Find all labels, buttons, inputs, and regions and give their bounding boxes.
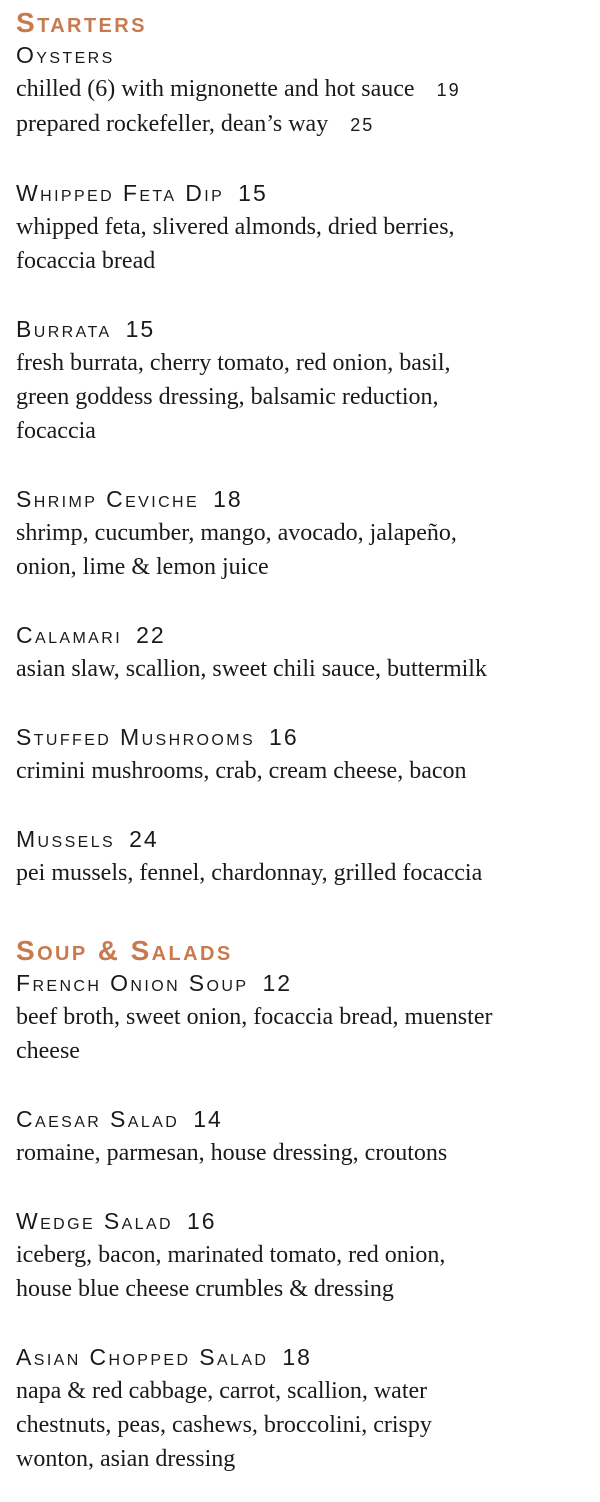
item-price: 24 — [129, 826, 159, 852]
item-description-line: focaccia — [16, 418, 96, 444]
item-title — [16, 312, 594, 346]
item-title — [16, 720, 594, 754]
item-price: 16 — [269, 724, 299, 750]
item-title — [16, 1340, 594, 1374]
item-price: 15 — [125, 316, 156, 342]
item-name: Asian Chopped Salad — [16, 1344, 269, 1370]
menu-item-burrata — [16, 312, 594, 448]
item-description-line: house blue cheese crumbles & dressing — [16, 1276, 394, 1302]
item-price: 14 — [193, 1106, 223, 1132]
menu-item-mussels — [16, 822, 594, 890]
menu-item-wedge-salad — [16, 1204, 594, 1306]
item-name: Calamari — [16, 622, 123, 648]
option-text: chilled (6) with mignonette and hot sauce — [16, 76, 415, 102]
section-starters — [16, 8, 594, 890]
item-description-line: green goddess dressing, balsamic reduction, — [16, 384, 439, 410]
item-name: Mussels — [16, 826, 116, 852]
item-description-line: beef broth, sweet onion, focaccia bread, muenster — [16, 1004, 493, 1030]
item-description-line: asian slaw, scallion, sweet chili sauce, buttermilk — [16, 656, 487, 682]
item-title — [16, 176, 594, 210]
item-description-line: focaccia bread — [16, 248, 156, 274]
item-description-line: wonton, asian dressing — [16, 1446, 236, 1472]
item-price: 22 — [136, 622, 166, 648]
item-description-line: romaine, parmesan, house dressing, croutons — [16, 1140, 448, 1166]
item-description-line: napa & red cabbage, carrot, scallion, water — [16, 1378, 428, 1404]
option-price: 19 — [436, 80, 461, 100]
menu-item-whipped-feta-dip — [16, 176, 594, 278]
option-price: 25 — [350, 115, 375, 135]
item-description-line: whipped feta, slivered almonds, dried berries, — [16, 214, 455, 240]
menu-item-asian-chopped-salad — [16, 1340, 594, 1476]
item-price: 16 — [186, 1208, 217, 1234]
item-name: Shrimp Ceviche — [16, 486, 200, 512]
section-title: Soup & Salads — [16, 935, 233, 966]
item-option — [16, 72, 594, 107]
item-description-line: fresh burrata, cherry tomato, red onion, basil, — [16, 350, 451, 376]
item-title — [16, 618, 594, 652]
item-title — [16, 1204, 594, 1238]
item-description-line: iceberg, bacon, marinated tomato, red onion, — [16, 1242, 446, 1268]
item-price: 12 — [262, 970, 293, 996]
item-title — [16, 1102, 594, 1136]
item-name: Oysters — [16, 42, 115, 68]
item-description-line: shrimp, cucumber, mango, avocado, jalapeño, — [16, 520, 457, 546]
menu-item-caesar-salad — [16, 1102, 594, 1170]
item-title — [16, 966, 594, 1000]
item-title — [16, 822, 594, 856]
item-description-line: chestnuts, peas, cashews, broccolini, crispy — [16, 1412, 432, 1438]
item-price: 18 — [282, 1344, 312, 1370]
item-price: 15 — [238, 180, 268, 206]
menu-item-french-onion-soup — [16, 966, 594, 1068]
menu — [16, 8, 594, 1476]
menu-item-shrimp-ceviche — [16, 482, 594, 584]
item-description-line: onion, lime & lemon juice — [16, 554, 269, 580]
menu-item-oysters — [16, 38, 594, 142]
menu-item-calamari — [16, 618, 594, 686]
item-name: Whipped Feta Dip — [16, 180, 225, 206]
item-name: Burrata — [16, 316, 112, 342]
section-soup-salads — [16, 936, 594, 1476]
item-option — [16, 107, 594, 142]
menu-item-stuffed-mushrooms — [16, 720, 594, 788]
option-text: prepared rockefeller, dean’s way — [16, 111, 329, 137]
item-name: French Onion Soup — [16, 970, 249, 996]
item-title — [16, 482, 594, 516]
item-name: Stuffed Mushrooms — [16, 724, 256, 750]
section-title: Starters — [16, 7, 147, 38]
item-name: Wedge Salad — [16, 1208, 173, 1234]
item-description-line: cheese — [16, 1038, 80, 1064]
item-description-line: pei mussels, fennel, chardonnay, grilled focaccia — [16, 860, 483, 886]
item-description-line: crimini mushrooms, crab, cream cheese, bacon — [16, 758, 467, 784]
item-title — [16, 38, 594, 72]
item-price: 18 — [213, 486, 243, 512]
item-name: Caesar Salad — [16, 1106, 180, 1132]
